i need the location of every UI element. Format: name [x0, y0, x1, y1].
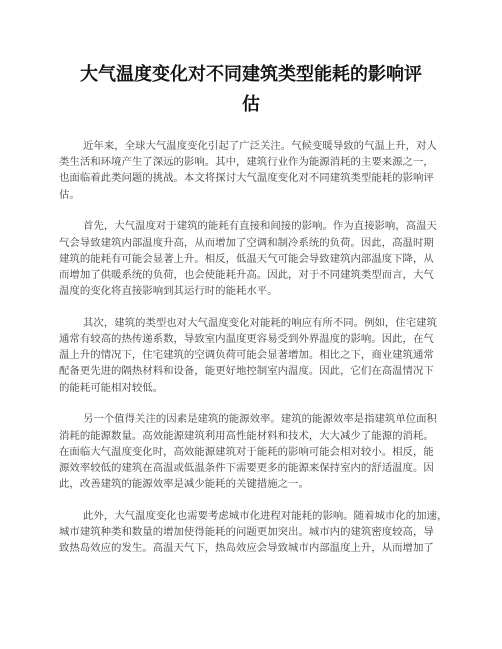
paragraph-4: [59, 411, 443, 492]
paragraph-line: 气会导致建筑内部温度升高，从而增加了空调和制冷系统的负荷。因此，高温时期: [59, 236, 434, 249]
paragraph-line: 另一个值得关注的因素是建筑的能源效率。建筑的能源效率是指建筑单位面积: [83, 413, 437, 426]
paragraph-line: 城市建筑种类和数量的增加使得能耗的问题更加突出。城市内的建筑密度较高，导: [59, 526, 434, 539]
paragraph-line: 配备更先进的隔热材料和设备，能更好地控制室内温度。因此，它们在高温情况下: [59, 365, 434, 378]
paragraph-3: [59, 315, 443, 396]
paragraph-line: 其次，建筑的类型也对大气温度变化对能耗的响应有所不同。例如，住宅建筑: [83, 316, 437, 329]
paragraph-line: 致热岛效应的发生。高温天气下，热岛效应会导致城市内部温度上升，从而增加了: [59, 542, 434, 555]
paragraph-line: 源效率较低的建筑在高温或低温条件下需要更多的能源来保持室内的舒适温度。因: [59, 461, 434, 474]
document-body: [59, 138, 448, 572]
document-title-line-1: 大气温度变化对不同建筑类型能耗的影响评: [80, 64, 422, 85]
paragraph-line: 温度的变化将直接影响到其运行时的能耗水平。: [59, 285, 278, 298]
paragraph-5: [59, 508, 448, 557]
paragraph-line: 而增加了供暖系统的负荷，也会使能耗升高。因此，对于不同建筑类型而言，大气: [59, 268, 434, 281]
paragraph-line: 在面临大气温度变化时，高效能源建筑对于能耗的影响可能会相对较小。相反，能: [59, 445, 434, 458]
paragraph-line: 此外，大气温度变化也需要考虑城市化进程对能耗的影响。随着城市化的加速，: [83, 509, 448, 522]
paragraph-line: 的能耗可能相对较低。: [59, 381, 164, 394]
paragraph-line: 首先，大气温度对于建筑的能耗有直接和间接的影响。作为直接影响，高温天: [83, 220, 437, 233]
paragraph-1: [59, 138, 443, 203]
paragraph-line: 也面临着此类问题的挑战。本文将探讨大气温度变化对不同建筑类型能耗的影响评: [59, 172, 434, 185]
paragraph-line: 此，改善建筑的能源效率是减少能耗的关键措施之一。: [59, 478, 309, 491]
paragraph-line: 建筑的能耗有可能会显著上升。相反，低温天气可能会导致建筑内部温度下降，从: [59, 252, 434, 265]
paragraph-line: 消耗的能源数量。高效能源建筑利用高性能材料和技术，大大减少了能源的消耗。: [59, 429, 434, 442]
paragraph-line: 估。: [59, 188, 80, 201]
paragraph-line: 类生活和环境产生了深远的影响。其中，建筑行业作为能源消耗的主要来源之一，: [59, 156, 434, 169]
paragraph-line: 温上升的情况下，住宅建筑的空调负荷可能会显著增加。相比之下，商业建筑通常: [59, 349, 434, 362]
paragraph-line: 通常有较高的热传递系数，导致室内温度更容易受到外界温度的影响。因此，在气: [59, 333, 434, 346]
paragraph-line: 近年来，全球大气温度变化引起了广泛关注。气候变暖导致的气温上升，对人: [83, 140, 437, 152]
document-title-line-2: 估: [242, 94, 260, 115]
paragraph-2: [59, 218, 443, 299]
